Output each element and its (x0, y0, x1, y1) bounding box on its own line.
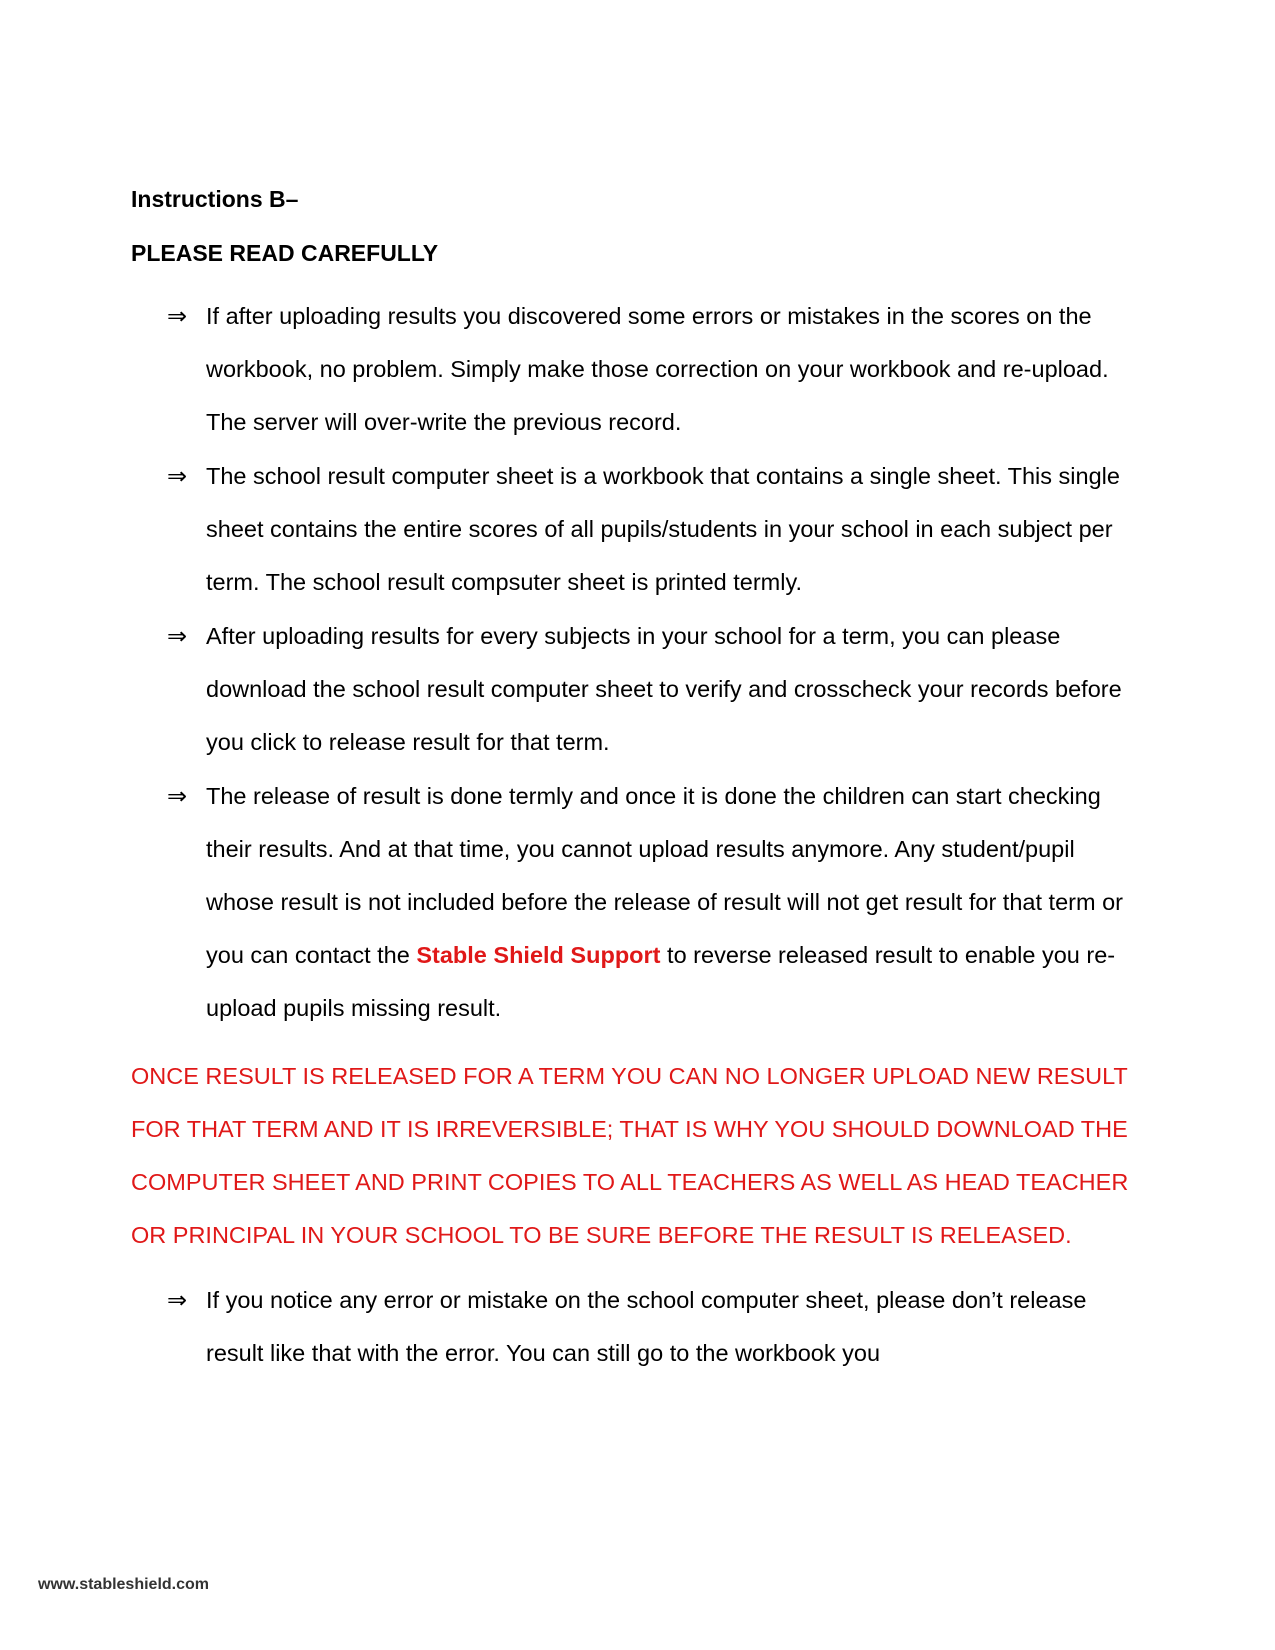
list-item-text: The school result computer sheet is a workbook that contains a single sheet. This single sheet contains the entire scores of all pupils/students in your school in each subject per term. The school result compsuter sheet is printed termly. (206, 463, 1120, 595)
double-arrow-icon: ⇒ (167, 622, 188, 650)
double-arrow-icon: ⇒ (167, 1286, 188, 1314)
read-carefully-heading: PLEASE READ CAREFULLY (131, 240, 439, 266)
instructions-heading: Instructions B– (131, 186, 299, 212)
release-warning: ONCE RESULT IS RELEASED FOR A TERM YOU CAN NO LONGER UPLOAD NEW RESULT FOR THAT TERM AND IT IS IRREVERSIBLE; THAT IS WHY YOU SHOULD DOWNLOAD THE COMPUTER SHEET AND PRINT COPIES TO ALL TEACHERS AS WELL AS HEAD TEACHER OR PRINCIPAL IN YOUR SCHOOL TO BE SURE BEFORE THE RESULT IS RELEASED. (131, 1063, 1129, 1248)
list-item-text: If you notice any error or mistake on the school computer sheet, please don’t release result like that with the error. You can still go to the workbook you (206, 1287, 1087, 1366)
instruction-list-continued (131, 1274, 1131, 1380)
list-item-text-after: to reverse released result to enable you re-upload pupils missing result. (206, 942, 1116, 1021)
list-item (131, 290, 1131, 449)
double-arrow-icon: ⇒ (167, 462, 188, 490)
document-content (131, 184, 1131, 1381)
double-arrow-icon: ⇒ (167, 302, 188, 330)
list-item (131, 450, 1131, 609)
footer-website: www.stableshield.com (38, 1576, 210, 1593)
stable-shield-support-highlight: Stable Shield Support (416, 942, 661, 968)
list-item-text: If after uploading results you discovered some errors or mistakes in the scores on the workbook, no problem. Simply make those correction on your workbook and re-upload. The server will over-write the previous record. (206, 303, 1109, 435)
double-arrow-icon: ⇒ (167, 782, 188, 810)
list-item (131, 1274, 1131, 1380)
instruction-list (131, 290, 1131, 1035)
list-item (131, 770, 1131, 1035)
list-item-text: After uploading results for every subjects in your school for a term, you can please download the school result computer sheet to verify and crosscheck your records before you click to release result for that term. (206, 623, 1122, 755)
list-item (131, 610, 1131, 769)
list-item-text-before: The release of result is done termly and once it is done the children can start checking their results. And at that time, you cannot upload results anymore. Any student/pupil whose result is not included before the release of result will not get result for that term or you can contact the (206, 783, 1123, 968)
